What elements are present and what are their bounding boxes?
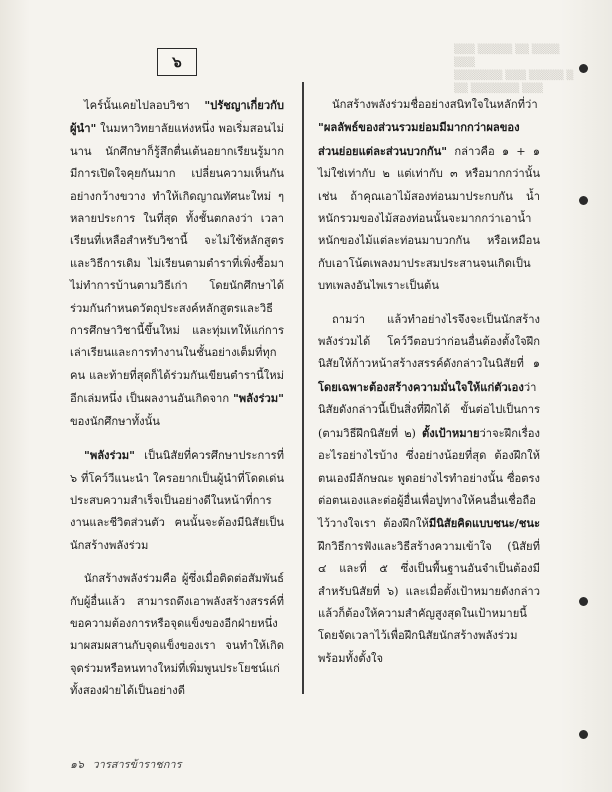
binder-hole-4 [579,730,588,739]
bold-text-run: ตั้งเป้าหมาย [421,425,480,440]
left-column-paragraph [70,94,284,433]
binder-hole-1 [579,64,588,73]
binder-hole-2 [579,196,588,205]
column-divider [302,82,304,694]
text-run: เป็นนิสัยที่ควรศึกษาประการที่ ๖ ที่โคว์วีแนะนำ ใครอยากเป็นผู้นำที่โดดเด่นประสบความสำเร็จเป็นอย่างดีในหน้าที่การงานและชีวิตส่วนตัว ฅนนั้นจะต้องมีนิสัยเป็นนักสร้างพลังร่วม [70,449,284,552]
bleed-through-text: ▒▒▒ ▒▒▒▒▒ ▒▒ ▒▒▒▒ ▒▒▒ ▒▒▒▒▒▒▒ ▒▒▒ ▒▒▒▒▒ ▒ ▒▒ ▒▒▒▒▒▒▒ ▒▒▒ [454,45,574,94]
bold-text-run: มีนิสัยคิดแบบชนะ/ชนะ [428,516,540,531]
page-number: ๖ [172,53,182,71]
text-run: ว่าจะฝึกเรื่องอะไรอย่างไรบ้าง ซึ่งอย่างน้อยที่สุด ต้องฝึกให้ตนเองมีลักษณะ พูดอย่างไรทำอย่างนั้น ซื่อตรงต่อตนเองและต่อผู้อื่นเพื่อปูทางให้คนอื่นเชื่อถือไว้วางใจเรา ต้องฝึกให้ [318,426,540,531]
bold-text-run: โดยเฉพาะต้องสร้างความมั่นใจให้แก่ตัวเอง [318,379,524,394]
left-column-paragraph [70,568,284,702]
text-run: กล่าวคือ ๑ + ๑ ไม่ใช่เท่ากับ ๒ แต่เท่ากับ ๓ หรือมากกว่านั้น เช่น ถ้าคุณเอาไม้สองท่อนมาประกบกัน น้ำหนักรวมของไม้สองท่อนนั้นจะมากกว่าเอาน้ำหนักของไม้แต่ละท่อนมาบวกกัน หรือเหมือนกับเอาโน้ตเพลงมาประสมประสานจนเกิดเป็นบทเพลงอันไพเราะเป็นต้น [318,144,540,293]
bold-text-run: "ปรัชญาเกี่ยวกับผู้นำ" [70,98,284,136]
page-number-box [157,48,197,76]
text-run: ถามว่า แล้วทำอย่างไรจึงจะเป็นนักสร้างพลังร่วมได้ โคว์วีตอบว่าก่อนอื่นต้องตั้งใจฝึกนิสัยให้ก้าวหน้าสร้างสรรค์ดังกล่าวในนิสัยที่ ๑ [318,312,540,371]
footer-publication: วารสารข้าราชการ [92,758,182,771]
left-column [70,94,284,703]
text-run: ว่านิสัยดังกล่าวนี้เป็นสิ่งที่ฝึกได้ ขั้นต่อไปเป็นการ (ตามวิธีฝึกนิสัยที่ ๒) [318,380,540,440]
bold-text-run: "พลังร่วม" [84,448,136,463]
text-run: ฝึกวิธีการฟังและวิธีสร้างความเข้าใจ (นิสัยที่ ๔ และที่ ๕ ซึ่งเป็นพื้นฐานอันจำเป็นต้องมีสำหรับนิสัยที่ ๖) และเมื่อตั้งเป้าหมายดังกล่าวแล้วก็ต้องให้ความสำคัญสูงสุดในเป้าหมายนี้ โดยจัดเวลาไว้เพื่อฝึกนิสัยนักสร้างพลังร่วม พร้อมทั้งตั้งใจ [318,539,540,665]
right-column [318,94,540,670]
binder-hole-3 [579,597,588,606]
left-column-paragraph [70,444,284,557]
footer-page-number: ๑๖ [70,758,84,771]
right-column-paragraph [318,94,540,298]
right-column-paragraph [318,309,540,671]
text-run: ไคร์นั้นเคยไปลอบวิชา [84,99,205,112]
text-run: ในมหาวิทยาลัยแห่งหนึ่ง พอเริ่มสอนไม่นาน นักศึกษาก็รู้สึกตื่นเต้นอยากเรียนรู้มาก มีการเปิดใจคุยกันมาก เปลี่ยนความเห็นกันอย่างกว้างขวาง ทำให้เกิดญาณทัศนะใหม่ ๆ หลายประการ ในที่สุด ทั้งชั้นตกลงว่า เวลาเรียนที่เหลือสำหรับวิชานี้ จะไม่ใช้หลักสูตรและวิธีการเดิม ไม่เรียนตามตำราที่เพิ่งซื้อมา ไม่ทำการบ้านตามวิธีเก่า โดยนักศึกษาได้ร่วมกันกำหนดวัตถุประสงค์หลักสูตรและวิธีการศึกษาวิชานี้ขึ้นใหม่ และทุ่มเทให้แก่การเล่าเรียนและการทำงานในชั้นอย่างเต็มที่ทุกคน และท้ายที่สุดก็ได้ร่วมกันเขียนตำรานี้ใหม่อีกเล่มหนึ่ง เป็นผลงานอันเกิดจาก [70,122,284,406]
bold-text-run: "ผลลัพธ์ของส่วนรวมย่อมมีมากกว่าผลของส่วนย่อยแต่ละส่วนบวกกัน" [318,120,520,158]
text-run: นักสร้างพลังร่วมคือ ผู้ซึ่งเมื่อติดต่อสัมพันธ์กับผู้อื่นแล้ว สามารถดึงเอาพลังสร้างสรรค์ที่ขอความต้องการหรือจุดแข็งของอีกฝ่ายหนึ่งมาผสมผสานกับจุดแข็งของเรา จนทำให้เกิดจุดร่วมหรือหนทางใหม่ที่เพิ่มพูนประโยชน์แก่ทั้งสองฝ่ายได้เป็นอย่างดี [70,572,284,698]
bold-text-run: "พลังร่วม" [232,391,284,406]
text-run: ของนักศึกษาทั้งนั้น [70,414,160,428]
text-run: นักสร้างพลังร่วมชื่ออย่างสนิทใจในหลักที่ว่า [332,98,538,111]
page-footer [70,755,187,773]
